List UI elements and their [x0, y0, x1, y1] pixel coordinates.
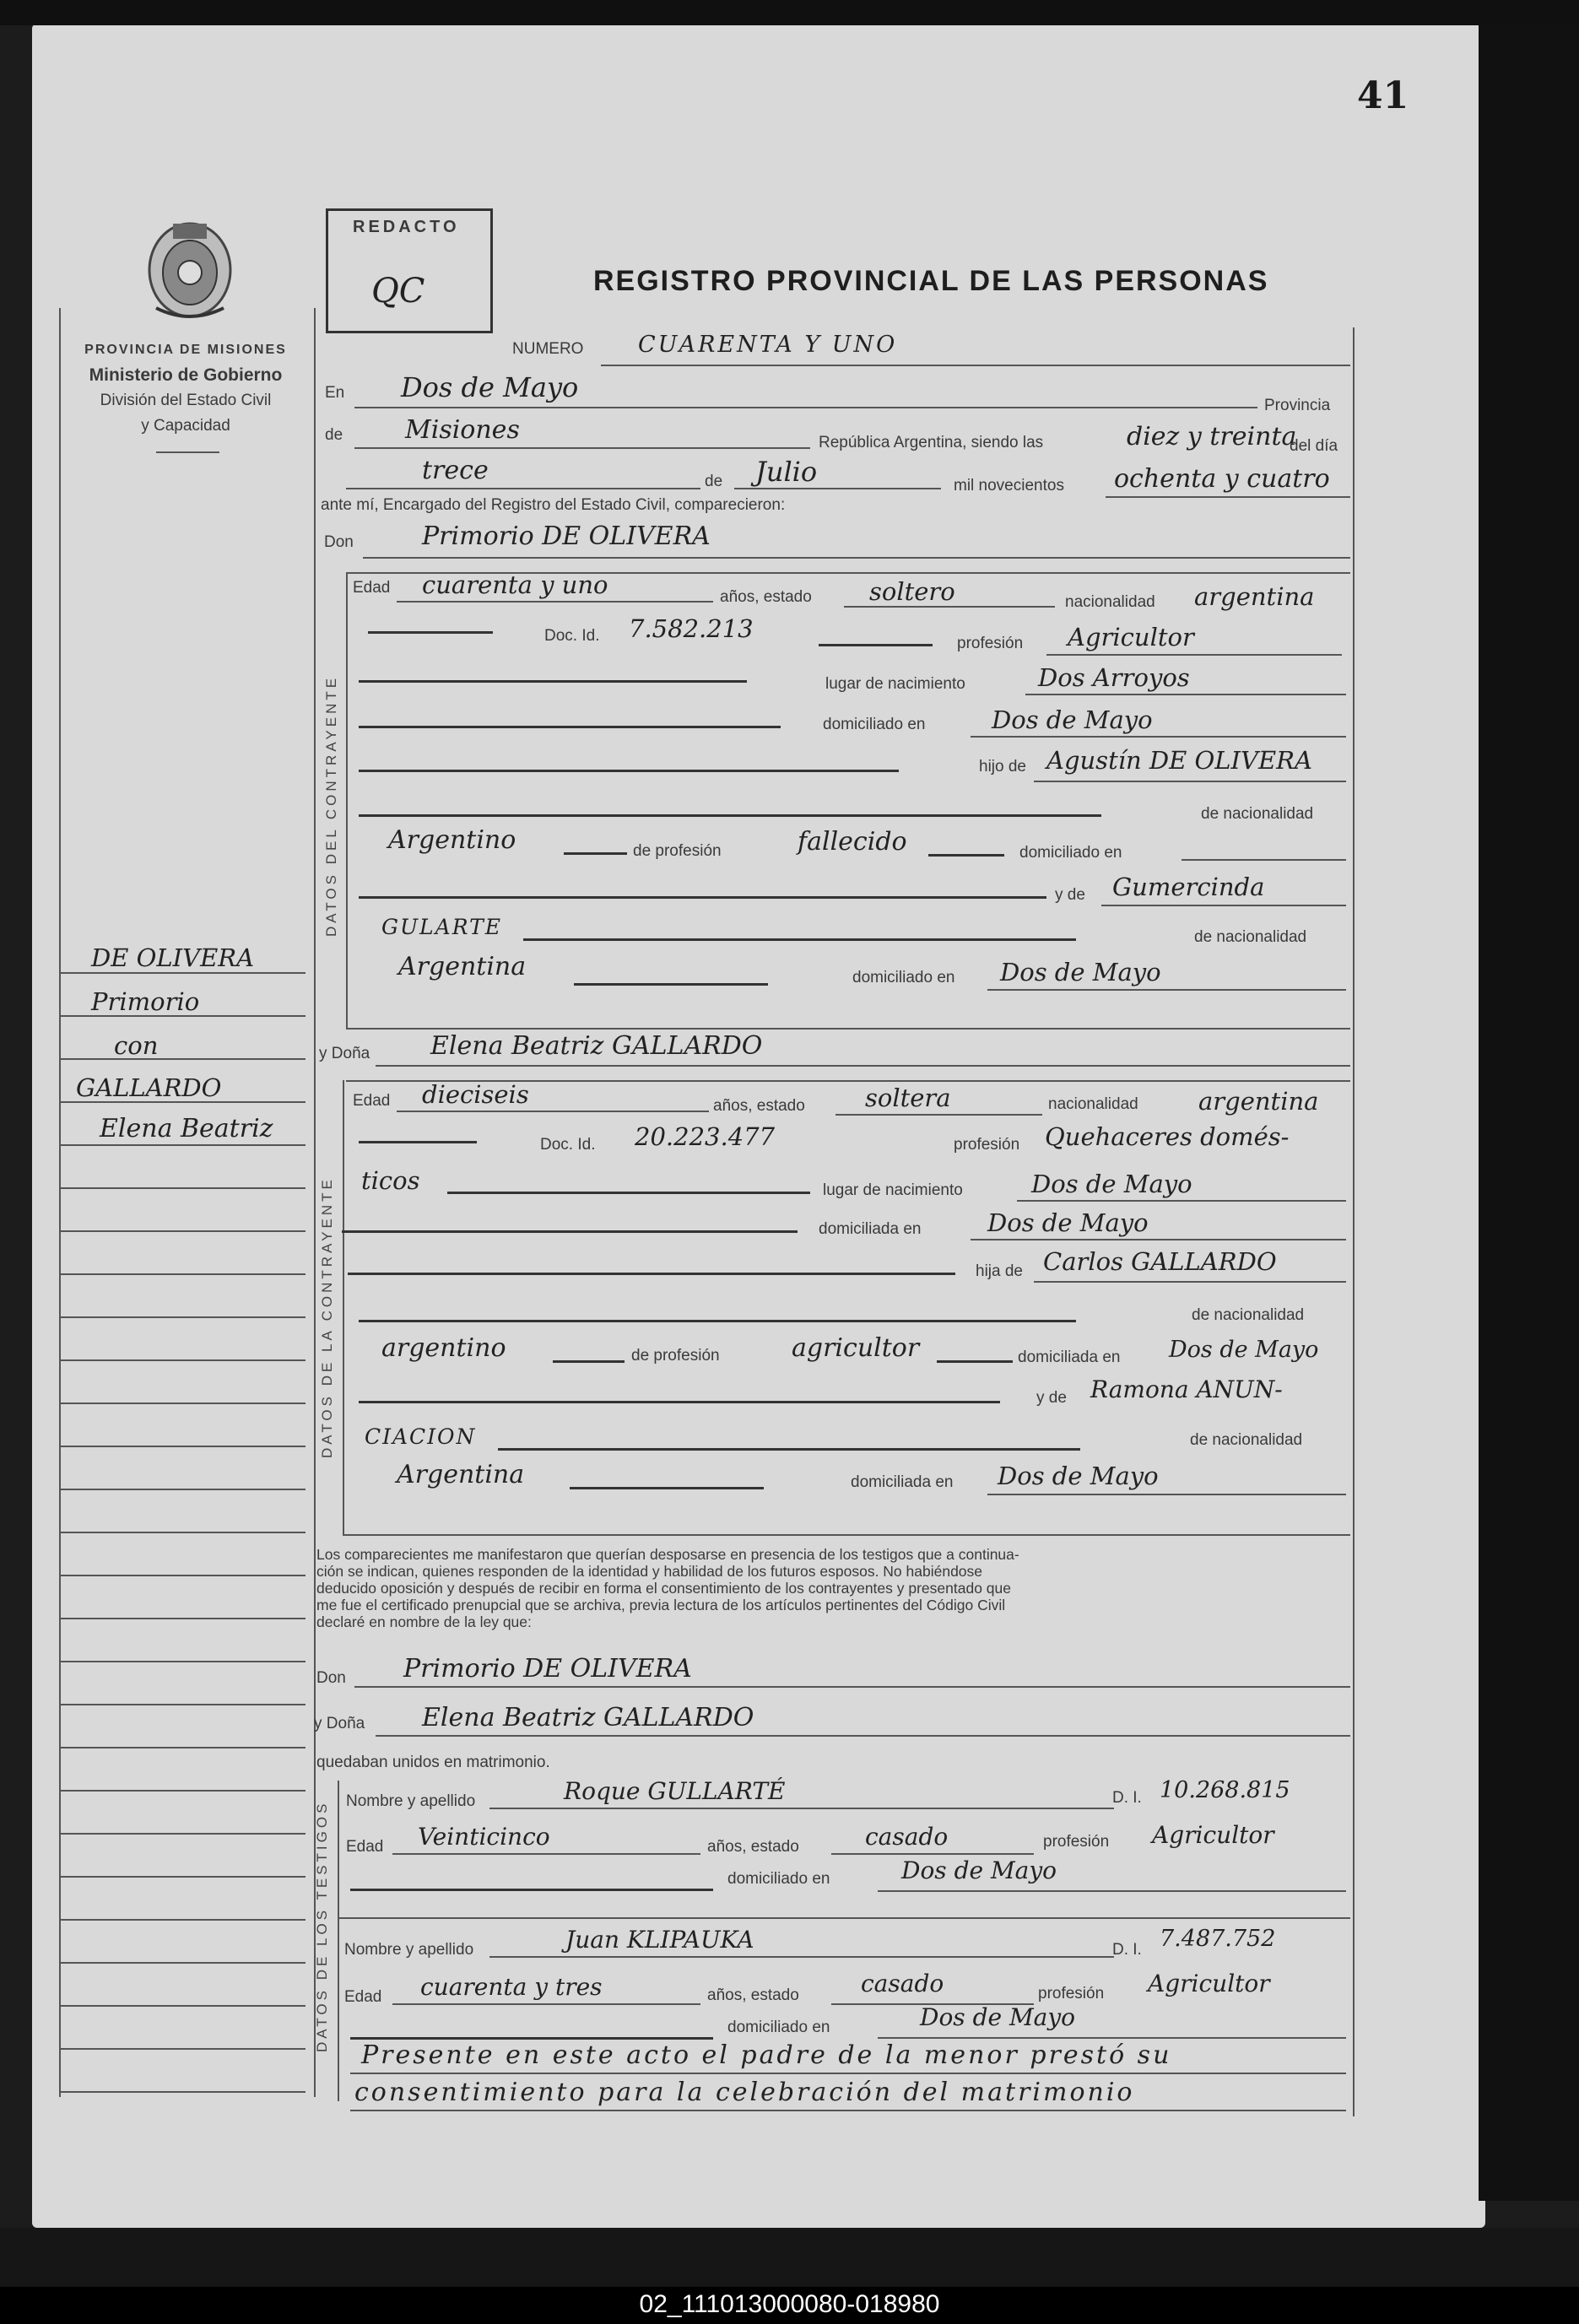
- t2-prof-value: Agricultor: [1148, 1970, 1270, 1997]
- madre-value: Gumercinda: [1112, 873, 1265, 901]
- padre2-dom-label: domiciliada en: [1018, 1348, 1121, 1366]
- padre-nac-value: Argentino: [388, 825, 516, 855]
- book-bottom-edge: [0, 2228, 1579, 2287]
- province-label: PROVINCIA DE MISIONES: [84, 343, 287, 357]
- lugar2-label: lugar de nacimiento: [823, 1181, 963, 1199]
- page-number: 41: [1357, 74, 1409, 117]
- main-right-line: [1353, 327, 1355, 2116]
- province-value: Misiones: [405, 415, 520, 445]
- mil-label: mil novecientos: [954, 477, 1064, 495]
- ante-label: ante mí, Encargado del Registro del Estado Civil, comparecieron:: [321, 496, 786, 514]
- decl-don-value: Primorio DE OLIVERA: [403, 1654, 692, 1684]
- en-label: En: [325, 384, 345, 402]
- nota-line-1: Presente en este acto el padre de la menor prestó su: [361, 2040, 1172, 2070]
- y-de-label: y de: [1055, 886, 1085, 904]
- doc2-label: Doc. Id.: [540, 1136, 596, 1154]
- footer-id: 02_111013000080-018980: [639, 2290, 940, 2318]
- t2-edad-value: cuarenta y tres: [420, 1973, 603, 2001]
- y-de2-label: y de: [1036, 1389, 1067, 1407]
- hijo-label: hijo de: [979, 758, 1026, 776]
- t2-prof-label: profesión: [1038, 1985, 1105, 2002]
- ministry-label: Ministerio de Gobierno: [89, 365, 283, 385]
- padre-prof-value: fallecido: [798, 827, 907, 857]
- t1-dom-value: Dos de Mayo: [901, 1856, 1057, 1884]
- numero-label: NUMERO: [512, 340, 584, 358]
- margin-name-2: Elena Beatriz: [100, 1114, 273, 1143]
- padre2-value: Carlos GALLARDO: [1043, 1247, 1277, 1276]
- dom2-value: Dos de Mayo: [987, 1208, 1149, 1237]
- denac2-label: de nacionalidad: [1194, 928, 1307, 946]
- lugar-label: lugar de nacimiento: [825, 675, 965, 693]
- hora-value: diez y treinta: [1127, 422, 1297, 451]
- padre2-dom-value: Dos de Mayo: [1169, 1337, 1319, 1363]
- padre2-nac-value: argentino: [381, 1333, 506, 1363]
- t1-dom-label: domiciliado en: [727, 1870, 830, 1888]
- numero-value: CUARENTA Y UNO: [638, 332, 898, 358]
- denac4-label: de nacionalidad: [1190, 1431, 1303, 1449]
- madre2-dom-label: domiciliada en: [851, 1473, 954, 1491]
- prof2-value-2: ticos: [361, 1166, 420, 1195]
- mes-value: Julio: [755, 456, 818, 488]
- deprof2-label: de profesión: [631, 1347, 720, 1365]
- header-divider: [156, 451, 219, 453]
- margin-column-line: [59, 308, 61, 2097]
- madre-dom-label: domiciliado en: [852, 969, 955, 986]
- t1-anios-label: años, estado: [707, 1838, 799, 1856]
- declaration-text: [316, 1546, 1019, 1630]
- edad2-label: Edad: [353, 1092, 391, 1110]
- decl-dona-value: Elena Beatriz GALLARDO: [422, 1703, 754, 1732]
- t2-estado-value: casado: [861, 1970, 944, 1997]
- declaration-line-2: ción se indican, quienes responden de la identidad y habilidad de los futuros esposos. No habiéndose: [316, 1563, 983, 1580]
- t2-dom-label: domiciliado en: [727, 2019, 830, 2036]
- declaration-line-1: Los comparecientes me manifestaron que querían desposarse en presencia de los testigos que a continua-: [316, 1546, 1019, 1563]
- doc-value: 7.582.213: [629, 614, 754, 643]
- estado-value: soltero: [869, 577, 955, 606]
- division-label-2: y Capacidad: [141, 417, 230, 435]
- estado2-value: soltera: [865, 1084, 951, 1112]
- document-title: REGISTRO PROVINCIAL DE LAS PERSONAS: [593, 265, 1269, 297]
- t1-prof-value: Agricultor: [1152, 1821, 1274, 1849]
- margin-con: con: [114, 1031, 159, 1060]
- redacto-value: QC: [371, 272, 425, 311]
- denac3-label: de nacionalidad: [1192, 1306, 1305, 1324]
- nac2-label: nacionalidad: [1048, 1095, 1138, 1113]
- anios-label: años, estado: [720, 588, 812, 606]
- nota-line-2: consentimiento para la celebración del matrimonio: [354, 2078, 1135, 2107]
- madre2-value-2: CIACION: [365, 1424, 477, 1449]
- madre-value-2: GULARTE: [381, 915, 503, 939]
- testigos-bracket: [338, 1781, 339, 2101]
- t1-nombre-value: Roque GULLARTÉ: [564, 1777, 786, 1805]
- edad2-value: dieciseis: [422, 1080, 529, 1109]
- prof2-label: profesión: [954, 1136, 1020, 1154]
- dia-value: trece: [422, 456, 489, 485]
- margin-surname: DE OLIVERA: [91, 943, 255, 972]
- padre2-prof-value: agricultor: [792, 1333, 920, 1363]
- nac-label: nacionalidad: [1065, 593, 1155, 611]
- declaration-line-4: me fue el certificado prenupcial que se archiva, previa lectura de los artículos pertinentes del Código Civil: [316, 1597, 1006, 1613]
- prof-label: profesión: [957, 635, 1024, 652]
- t2-nombre-value: Juan KLIPAUKA: [565, 1926, 754, 1954]
- de-label: de: [325, 426, 343, 444]
- dom-label: domiciliado en: [823, 716, 926, 733]
- anios2-label: años, estado: [713, 1097, 805, 1115]
- don-label: Don: [324, 533, 354, 551]
- en-value: Dos de Mayo: [401, 371, 579, 403]
- lugar-value: Dos Arroyos: [1038, 663, 1190, 692]
- padre-dom-label: domiciliado en: [1019, 844, 1122, 862]
- padre-value: Agustín DE OLIVERA: [1046, 746, 1312, 775]
- declaration-line-3: deducido oposición y después de recibir en forma el consentimiento de los contrayentes y presentado que: [316, 1580, 1012, 1597]
- contrayenta-bracket: [343, 1080, 344, 1536]
- contrayenta-name: Elena Beatriz GALLARDO: [430, 1031, 763, 1061]
- contrayente-name: Primorio DE OLIVERA: [422, 522, 711, 551]
- madre2-value: Ramona ANUN-: [1090, 1375, 1283, 1403]
- madre2-dom-value: Dos de Mayo: [998, 1462, 1159, 1490]
- t2-di-label: D. I.: [1112, 1941, 1142, 1959]
- madre-dom-value: Dos de Mayo: [1000, 958, 1161, 986]
- declaration-line-5: declaré en nombre de la ley que:: [316, 1613, 532, 1630]
- prof-value: Agricultor: [1068, 623, 1194, 651]
- unidos-label: quedaban unidos en matrimonio.: [316, 1754, 550, 1771]
- margin-name: Primorio: [91, 987, 200, 1016]
- contrayente-bracket: [346, 572, 348, 1028]
- decl-dona-label: y Doña: [314, 1715, 365, 1732]
- deprof-label: de profesión: [633, 842, 722, 860]
- nac-value: argentina: [1194, 582, 1315, 611]
- t1-estado-value: casado: [865, 1823, 949, 1851]
- t2-edad-label: Edad: [344, 1988, 382, 2006]
- dona-label: y Doña: [319, 1045, 370, 1062]
- provincia-label: Provincia: [1264, 397, 1331, 414]
- prof2-value: Quehaceres domés-: [1045, 1122, 1290, 1151]
- de2-label: de: [705, 473, 723, 490]
- dom-value: Dos de Mayo: [992, 705, 1153, 734]
- edad-value: cuarenta y uno: [422, 570, 608, 599]
- t1-di-label: D. I.: [1112, 1789, 1142, 1807]
- denac-label: de nacionalidad: [1201, 805, 1314, 823]
- testigos-side-label: DATOS DE LOS TESTIGOS: [314, 1800, 330, 2052]
- t2-nombre-label: Nombre y apellido: [344, 1941, 474, 1959]
- margin-surname-2: GALLARDO: [76, 1073, 222, 1102]
- t1-di-value: 10.268.815: [1160, 1777, 1290, 1803]
- madre-nac-value: Argentina: [398, 952, 527, 981]
- republica-label: República Argentina, siendo las: [819, 434, 1044, 451]
- dom2-label: domiciliada en: [819, 1220, 922, 1238]
- del-dia-label: del día: [1290, 437, 1338, 455]
- anio-value: ochenta y cuatro: [1114, 464, 1330, 494]
- decl-don-label: Don: [316, 1669, 346, 1687]
- t2-dom-value: Dos de Mayo: [920, 2003, 1076, 2031]
- edad-label: Edad: [353, 579, 391, 597]
- lugar2-value: Dos de Mayo: [1031, 1170, 1192, 1198]
- t1-nombre-label: Nombre y apellido: [346, 1792, 476, 1810]
- doc-label: Doc. Id.: [544, 627, 600, 645]
- contrayenta-side-label: DATOS DE LA CONTRAYENTE: [319, 1176, 335, 1458]
- coat-of-arms-logo: [139, 215, 241, 325]
- t1-prof-label: profesión: [1043, 1833, 1110, 1851]
- contrayente-side-label: DATOS DEL CONTRAYENTE: [323, 674, 339, 937]
- t1-edad-value: Veinticinco: [418, 1823, 550, 1851]
- t1-edad-label: Edad: [346, 1838, 384, 1856]
- hija-label: hija de: [976, 1262, 1023, 1280]
- t2-anios-label: años, estado: [707, 1986, 799, 2004]
- redacto-label: REDACTO: [353, 218, 460, 236]
- t2-di-value: 7.487.752: [1160, 1926, 1276, 1952]
- doc2-value: 20.223.477: [635, 1122, 776, 1151]
- madre2-nac-value: Argentina: [397, 1460, 525, 1489]
- division-label: División del Estado Civil: [100, 392, 272, 409]
- book-top-edge: [0, 0, 1579, 25]
- nac2-value: argentina: [1198, 1087, 1319, 1116]
- book-right-edge: [1479, 24, 1579, 2201]
